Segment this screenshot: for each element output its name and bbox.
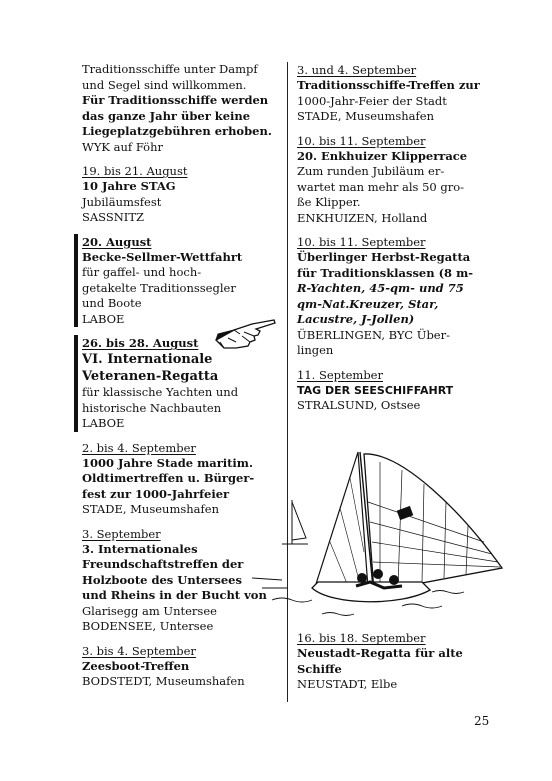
event-entry bbox=[297, 62, 507, 125]
event-line: für klassische Yachten und bbox=[82, 385, 239, 399]
event-line: Traditionsschiffe unter Dampf bbox=[82, 62, 258, 76]
event-line: TAG DER SEESCHIFFAHRT bbox=[297, 383, 454, 397]
event-line: fest zur 1000-Jahrfeier bbox=[82, 486, 230, 501]
event-line: ße Klipper. bbox=[297, 195, 361, 209]
event-line: VI. Internationale bbox=[82, 352, 213, 367]
event-date: 2. bis 4. September bbox=[82, 440, 196, 455]
event-line: für gaffel- und hoch- bbox=[82, 265, 202, 279]
event-line: Lacustre, J-Jollen) bbox=[297, 312, 415, 326]
right-column-bottom bbox=[297, 630, 507, 701]
event-entry bbox=[82, 643, 282, 690]
event-line: für Traditionsklassen (8 m- bbox=[297, 265, 474, 280]
event-line: das ganze Jahr über keine bbox=[82, 108, 251, 123]
event-line: 1000-Jahr-Feier der Stadt bbox=[297, 93, 447, 108]
event-line: SASSNITZ bbox=[82, 210, 145, 224]
event-line: Schiffe bbox=[297, 661, 342, 676]
event-date: 19. bis 21. August bbox=[82, 164, 188, 178]
event-line: ÜBERLINGEN, BYC Über- bbox=[297, 327, 450, 342]
event-date: 10. bis 11. September bbox=[297, 235, 426, 249]
event-date: 26. bis 28. August bbox=[82, 336, 199, 350]
event-date: 10. bis 11. September bbox=[297, 133, 426, 148]
event-entry bbox=[82, 62, 282, 155]
event-line: qm-Nat.Kreuzer, Star, bbox=[297, 296, 439, 311]
event-line: Liegeplatzgebühren erhoben. bbox=[82, 124, 272, 138]
event-line: Zum runden Jubiläum er- bbox=[297, 164, 445, 178]
event-line: Neustadt-Regatta für alte bbox=[297, 646, 463, 660]
event-date: 3. September bbox=[82, 526, 161, 541]
event-entry bbox=[297, 234, 507, 359]
event-line: Für Traditionsschiffe werden bbox=[82, 93, 269, 107]
pointing-hand-icon bbox=[214, 312, 278, 352]
event-line: Traditionsschiffe-Treffen zur bbox=[297, 78, 480, 92]
event-line: WYK auf Föhr bbox=[82, 139, 164, 154]
event-line: und Boote bbox=[82, 296, 142, 310]
event-line: STRALSUND, Ostsee bbox=[297, 398, 421, 412]
event-line: 10 Jahre STAG bbox=[82, 179, 176, 193]
event-date: 11. September bbox=[297, 367, 383, 382]
right-column bbox=[297, 62, 507, 691]
event-line: getakelte Traditionssegler bbox=[82, 280, 236, 295]
event-date: 3. bis 4. September bbox=[82, 643, 196, 658]
event-date: 20. August bbox=[82, 234, 152, 249]
event-line: historische Nachbauten bbox=[82, 400, 222, 415]
event-line: Becke-Sellmer-Wettfahrt bbox=[82, 249, 243, 264]
event-line: LABOE bbox=[82, 416, 125, 430]
event-line: BODSTEDT, Museumshafen bbox=[82, 674, 245, 688]
event-line: wartet man mehr als 50 gro- bbox=[297, 179, 465, 194]
event-line: STADE, Museumshafen bbox=[82, 502, 219, 516]
event-line: Jubiläumsfest bbox=[82, 194, 162, 209]
event-line: Überlinger Herbst-Regatta bbox=[297, 250, 471, 264]
event-line: Holzboote des Untersees bbox=[82, 572, 242, 587]
event-line: Zeesboot-Treffen bbox=[82, 658, 190, 673]
event-line: 1000 Jahre Stade maritim. bbox=[82, 455, 253, 470]
event-line: und Segel sind willkommen. bbox=[82, 77, 247, 92]
event-date: 3. und 4. September bbox=[297, 63, 417, 77]
event-line: STADE, Museumshafen bbox=[297, 109, 434, 123]
event-line: ENKHUIZEN, Holland bbox=[297, 210, 428, 225]
event-line: 20. Enkhuizer Klipperrace bbox=[297, 148, 468, 163]
event-entry bbox=[297, 133, 507, 227]
sailboat-illustration bbox=[252, 392, 508, 628]
event-line: LABOE bbox=[82, 311, 125, 326]
event-line: R-Yachten, 45-qm- und 75 bbox=[297, 281, 464, 295]
event-line: lingen bbox=[297, 343, 334, 357]
event-entry bbox=[82, 163, 282, 226]
event-line: BODENSEE, Untersee bbox=[82, 619, 214, 633]
event-line: Freundschaftstreffen der bbox=[82, 557, 244, 571]
right-column-top bbox=[297, 62, 507, 414]
event-date: 16. bis 18. September bbox=[297, 631, 426, 645]
event-line: Veteranen-Regatta bbox=[82, 369, 219, 384]
event-line: 3. Internationales bbox=[82, 541, 198, 556]
event-line: NEUSTADT, Elbe bbox=[297, 677, 398, 691]
event-line: Glarisegg am Untersee bbox=[82, 603, 217, 618]
event-entry bbox=[297, 630, 507, 693]
event-line: Oldtimertreffen u. Bürger- bbox=[82, 471, 255, 485]
event-line: und Rheins in der Bucht von bbox=[82, 588, 267, 602]
page-number: 25 bbox=[474, 714, 490, 728]
